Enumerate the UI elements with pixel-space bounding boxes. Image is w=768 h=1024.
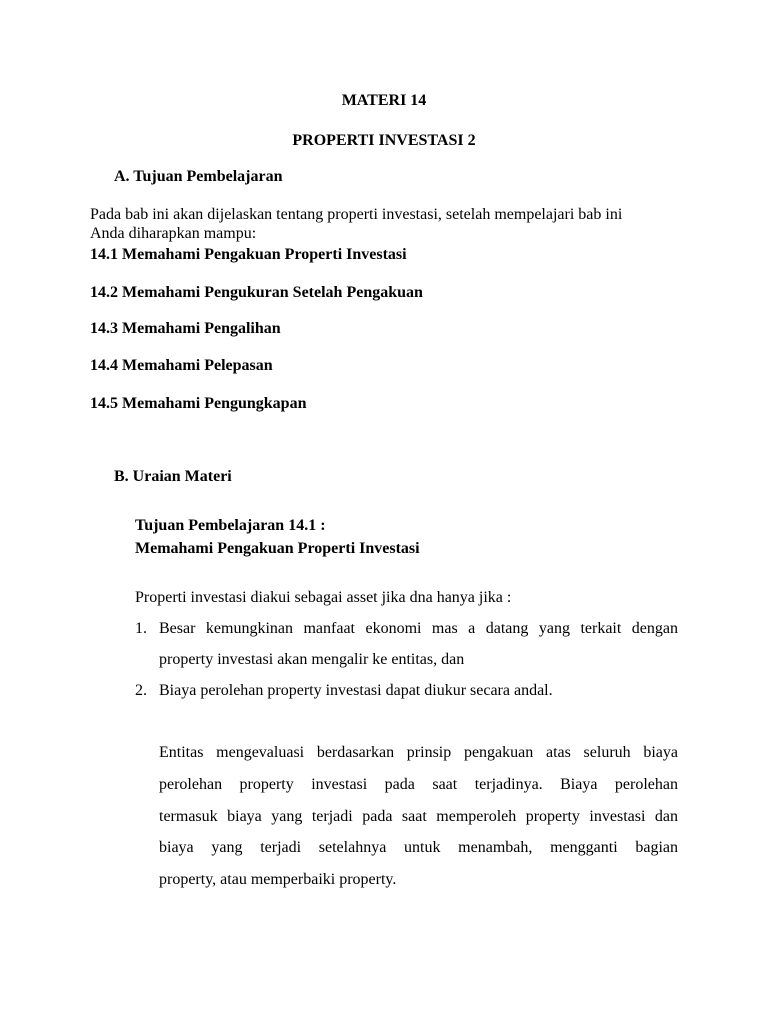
list-item-line: property investasi akan mengalir ke entitas, dan bbox=[159, 651, 465, 668]
recognition-lead: Properti investasi diakui sebagai asset jika dna hanya jika : bbox=[135, 589, 512, 606]
intro-line-2: Anda diharapkan mampu: bbox=[90, 225, 257, 242]
intro-line-1: Pada bab ini akan dijelaskan tentang properti investasi, setelah mempelajari bab ini bbox=[90, 206, 623, 223]
paragraph-line: perolehan property investasi pada saat terjadinya. Biaya perolehan bbox=[159, 776, 678, 793]
objective-item: 14.5 Memahami Pengungkapan bbox=[90, 395, 307, 412]
paragraph-line: biaya yang terjadi setelahnya untuk menambah, mengganti bagian bbox=[159, 839, 678, 856]
list-number: 1. bbox=[135, 620, 147, 637]
document-title: MATERI 14 bbox=[341, 92, 427, 109]
objective-item: 14.1 Memahami Pengakuan Properti Investasi bbox=[90, 246, 407, 263]
list-item-line: Biaya perolehan property investasi dapat diukur secara andal. bbox=[159, 682, 553, 699]
objective-item: 14.2 Memahami Pengukuran Setelah Pengakuan bbox=[90, 284, 423, 301]
sub-objective-subtitle: Memahami Pengakuan Properti Investasi bbox=[135, 540, 420, 557]
document-subtitle: PROPERTI INVESTASI 2 bbox=[292, 132, 476, 149]
objective-item: 14.3 Memahami Pengalihan bbox=[90, 320, 281, 337]
section-b-heading: B. Uraian Materi bbox=[114, 468, 232, 485]
objective-item: 14.4 Memahami Pelepasan bbox=[90, 357, 273, 374]
list-item-line: Besar kemungkinan manfaat ekonomi mas a datang yang terkait dengan bbox=[159, 620, 678, 637]
section-a-heading: A. Tujuan Pembelajaran bbox=[114, 168, 283, 185]
paragraph-line: property, atau memperbaiki property. bbox=[159, 871, 397, 888]
paragraph-line: termasuk biaya yang terjadi pada saat memperoleh property investasi dan bbox=[159, 808, 678, 825]
list-number: 2. bbox=[135, 682, 147, 699]
sub-objective-title: Tujuan Pembelajaran 14.1 : bbox=[135, 517, 326, 534]
paragraph-line: Entitas mengevaluasi berdasarkan prinsip pengakuan atas seluruh biaya bbox=[159, 744, 678, 761]
